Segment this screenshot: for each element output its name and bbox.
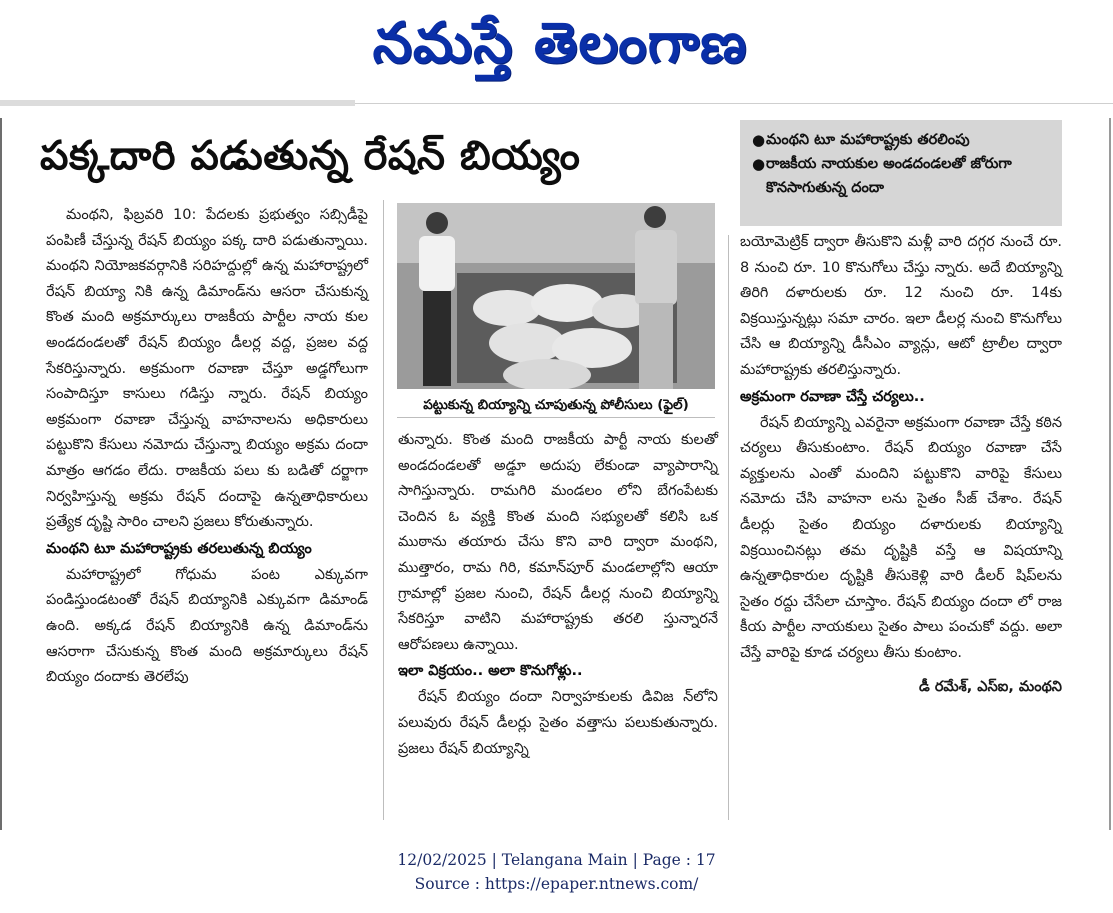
- column-divider: [383, 200, 384, 820]
- masthead-logo: నమస్తే తెలంగాణ: [372, 11, 748, 76]
- page-footer: [0, 848, 1113, 896]
- article-column-3: [740, 230, 1062, 700]
- article-headline: పక్కదారి పడుతున్న రేషన్ బియ్యం: [40, 133, 581, 179]
- article-paragraph: రేషన్ బియ్యాన్ని ఎవరైనా అక్రమంగా రవాణా చేస్తే కఠిన చర్యలు తీసుకుంటాం. రేషన్ బియ్యం రవాణా చేసే వ్యక్తులను ఎంతో మందిని పట్టుకొని వారిపై కేసులు నమోదు చేసి వాహనా లను సైతం సీజ్ చేశాం. రేషన్ డీలర్లు సైతం బియ్యం దళారులకు బియ్యాన్ని విక్రయించినట్లు తమ దృష్టికి వస్తే ఆ విషయాన్ని ఉన్నతాధికారుల దృష్టికి తీసుకెళ్లి వారి డీలర్ షిప్‌లను సైతం రద్దు చేసేలా చూస్తాం. రేషన్ బియ్యం దందా లో రాజ కీయ పార్టీల నాయకులు సైతం పాలు పంచుకో వద్దు. అలా చేస్తే వారిపై కూడ చర్యలు తీసు కుంటాం.: [740, 414, 1062, 661]
- article-subheading: ఇలా విక్రయం.. అలా కొనుగోళ్లు..: [398, 663, 583, 680]
- highlight-item: [752, 128, 1054, 152]
- masthead-rule: [0, 100, 355, 106]
- article-column-2: [398, 428, 718, 762]
- photo-caption: పట్టుకున్న బియ్యాన్ని చూపుతున్న పోలీసులు (ఫైల్): [397, 392, 715, 418]
- article-subheading: అక్రమంగా రవాణా చేస్తే చర్యలు..: [740, 388, 925, 405]
- source-link[interactable]: Source : https://epaper.ntnews.com/: [414, 875, 699, 893]
- highlight-text: మంథని టూ మహారాష్ట్రకు తరలింపు: [766, 132, 970, 148]
- article-subheading: మంథని టూ మహారాష్ట్రకు తరలుతున్న బియ్యం: [46, 540, 312, 557]
- article-paragraph: మహారాష్ట్రలో గోధుమ పంట ఎక్కువగా పండిస్తుండటంతో రేషన్ బియ్యానికి ఎక్కువగా డిమాండ్ ఉంది. అక్కడ రేషన్ బియ్యానికి ఉన్న డిమాండ్‌ను ఆసరాగా చేసుకున్న కొంత మంది అక్రమార్కులు రేషన్ బియ్యం దందాకు తెరలేపు: [46, 566, 368, 686]
- bullet-icon: ●: [752, 155, 766, 173]
- bullet-icon: ●: [752, 131, 766, 149]
- page-border-left: [0, 118, 2, 830]
- highlights-box: [740, 120, 1062, 226]
- article-paragraph: బయోమెట్రిక్ ద్వారా తీసుకొని మళ్లీ వారి దగ్గర నుంచే రూ. 8 నుంచి రూ. 10 కొనుగోలు చేస్తు న్నారు. అదే బియ్యాన్ని తిరిగి దళారులకు రూ. 12 నుంచి రూ. 14కు విక్రయిస్తున్నట్లు సమా చారం. ఇలా డీలర్ల నుంచి కొనుగోలు చేసి ఆ బియ్యాన్ని డీసీఎం వ్యాన్లు, ఆటో ట్రాలీల ద్వారా మహారాష్ట్రకు తరలిస్తున్నారు.: [740, 234, 1062, 378]
- article-byline: డీ రమేశ్, ఎస్ఐ, మంథని: [919, 678, 1062, 695]
- highlight-text: రాజకీయ నాయకుల అండదండలతో జోరుగా కొనసాగుతున్న దందా: [766, 156, 1012, 196]
- column-divider: [728, 235, 729, 820]
- article-paragraph: తున్నారు. కొంత మంది రాజకీయ పార్టీ నాయ కులతో అండదండలతో అడ్డూ అదుపు లేకుండా వ్యాపారాన్ని సాగిస్తున్నారు. రామగిరి మండలం లోని బేగంపేటకు చెందిన ఓ వ్యక్తి కొంత మంది సభ్యులతో కలిసి ఒక ముఠాను తయారు చేసు కొని వారి ద్వారా మంథని, ముత్తారం, రామ గిరి, కమాన్‌పూర్ మండలాల్లోని ఆయా గ్రామాల్లో ప్రజల నుంచి, రేషన్ డీలర్ల నుంచి బియ్యాన్ని సేకరిస్తూ వాటిని మహారాష్ట్రకు తరలి స్తున్నారనే ఆరోపణలు ఉన్నాయి.: [398, 432, 718, 653]
- article-column-1: [46, 203, 368, 691]
- article-paragraph: మంథని, ఫిబ్రవరి 10: పేదలకు ప్రభుత్వం సబ్సిడీపై పంపిణీ చేస్తున్న రేషన్ బియ్యం పక్క దారి పడుతున్నాయి. మంథని నియోజకవర్గానికి సరిహద్దుల్లో ఉన్న మహారాష్ట్రలో రేషన్ బియ్యా నికి ఉన్న డిమాండ్‌ను ఆసరా చేసుకున్న కొంత మంది అక్రమార్కులు రాజకీయ పార్టీల నాయ కుల అండదండలతో రేషన్ బియ్యం డీలర్ల వద్ద, ప్రజల వద్ద సేకరిస్తున్నారు. అక్రమంగా రవాణా చేస్తూ అడ్డగోలుగా సంపాదిస్తూ కాసులు గడిస్తు న్నారు. రేషన్ బియ్యం అక్రమంగా రవాణా చేస్తున్న వాహనాలను అధికారులు పట్టుకొని కేసులు నమోదు చేస్తున్నా బియ్యం అక్రమ దందా మాత్రం ఆగడం లేదు. రాజకీయ పలు కు బడితో దర్జాగా నిర్వహిస్తున్న అక్రమ రేషన్ దందాపై ఉన్నతాధికారులు ప్రత్యేక దృష్టి సారిం చాలని ప్రజలు కోరుతున్నారు.: [46, 207, 368, 531]
- article-paragraph: రేషన్ బియ్యం దందా నిర్వాహకులకు డివిజ న్‌లోని పలువురు రేషన్ డీలర్లు సైతం వత్తాసు పలుకుతున్నారు. ప్రజలు రేషన్ బియ్యాన్ని: [398, 689, 718, 757]
- masthead-rule-right: [355, 103, 1113, 104]
- news-photo: [397, 203, 715, 389]
- masthead: [0, 0, 1113, 100]
- page-border-right: [1109, 118, 1111, 830]
- highlight-item: [752, 152, 1054, 200]
- edition-info: 12/02/2025 | Telangana Main | Page : 17: [397, 851, 716, 869]
